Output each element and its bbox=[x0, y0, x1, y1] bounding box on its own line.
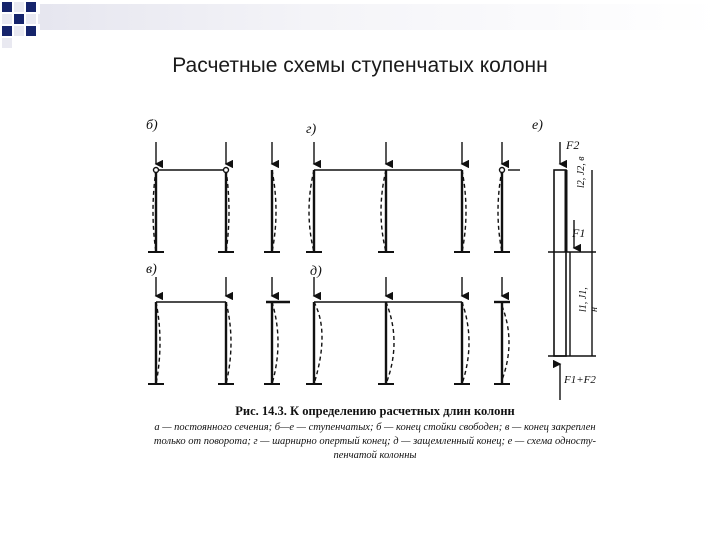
force-label-f1: F1 bbox=[572, 226, 586, 240]
top-gradient-bar bbox=[40, 4, 720, 30]
panel-label-b: б) bbox=[146, 118, 158, 133]
figure-caption bbox=[140, 404, 610, 463]
caption-body: а — постоянного сечения; б—е — ступенчатых; б — конец стойки свободен; в — конец закреплен только от поворота; г — шарнирно опертый конец; д — защемленный конец; е — схема односту- пенчатой колонны bbox=[153, 422, 597, 461]
caption-title: Рис. 14.3. К определению расчетных длин колонн bbox=[235, 404, 515, 418]
panel-label-v: в) bbox=[146, 262, 157, 277]
diagram-svg bbox=[140, 112, 610, 402]
force-label-f2: F2 bbox=[566, 138, 580, 152]
panel-label-e: е) bbox=[532, 118, 543, 133]
panel-label-g: г) bbox=[306, 122, 317, 137]
slide-title: Расчетные схемы ступенчатых колонн bbox=[172, 54, 548, 77]
panel-label-d: д) bbox=[310, 264, 322, 279]
section-label-lower: l1, J1, н bbox=[578, 287, 600, 312]
section-label-upper: l2, J2, в bbox=[576, 156, 587, 188]
force-label-f1-f2: F1+F2 bbox=[564, 374, 596, 386]
